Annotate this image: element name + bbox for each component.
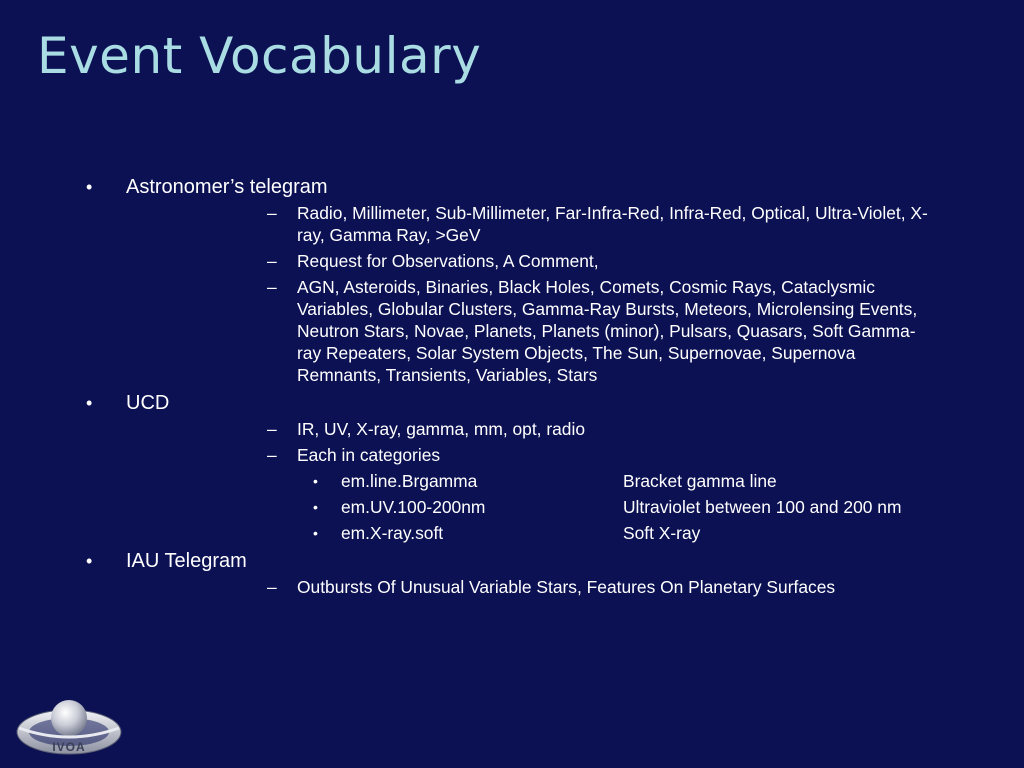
section-astronomers-telegram — [0, 174, 1024, 386]
sub-item — [126, 418, 1024, 440]
bullet-list — [0, 174, 1024, 598]
sub-item — [126, 250, 1024, 272]
dash-icon: – — [267, 577, 277, 597]
sub-item-text: IR, UV, X-ray, gamma, mm, opt, radio — [297, 419, 585, 439]
sub-item — [126, 202, 1024, 246]
dash-icon: – — [267, 419, 277, 439]
section-label: IAU Telegram — [126, 550, 247, 572]
category-term: em.X-ray.soft — [341, 523, 444, 543]
sub-item-text: AGN, Asteroids, Binaries, Black Holes, Comets, Cosmic Rays, Cataclysmic Variables, Globular Clusters, Gamma-Ray Bursts, Meteors, Microlensing Events, Neutron Stars, Novae, Planets, Planets (minor), Pulsars, Quasars, Soft Gamma-ray Repeaters, Solar System Objects, The Sun, Supernovae, Supernova Remnants, Transients, Variables, Stars — [297, 277, 918, 385]
category-item — [126, 522, 1024, 544]
category-description: Soft X-ray — [623, 523, 701, 543]
section-label: Astronomer’s telegram — [126, 176, 328, 198]
sub-item — [126, 276, 1024, 386]
category-list — [126, 470, 1024, 544]
category-description: Bracket gamma line — [623, 471, 777, 491]
dash-icon: – — [267, 277, 277, 297]
sub-item-text: Radio, Millimeter, Sub-Millimeter, Far-Infra-Red, Infra-Red, Optical, Ultra-Violet, X-ray, Gamma Ray, >GeV — [297, 203, 928, 245]
sub-item-text: Request for Observations, A Comment, — [297, 251, 599, 271]
bullet-icon: • — [86, 177, 93, 197]
sub-item-text: Outbursts Of Unusual Variable Stars, Features On Planetary Surfaces — [297, 577, 836, 597]
category-item — [126, 470, 1024, 492]
dash-icon: – — [267, 203, 277, 223]
category-item — [126, 496, 1024, 518]
sub-list — [126, 576, 1024, 598]
category-term: em.line.Brgamma — [341, 471, 478, 491]
sub-item — [126, 576, 1024, 598]
slide-title: Event Vocabulary — [37, 27, 482, 85]
category-term: em.UV.100-200nm — [341, 497, 486, 517]
sub-list — [126, 202, 1024, 386]
bullet-icon: • — [86, 393, 93, 413]
logo-text: IVOA — [52, 740, 86, 754]
ivoa-logo-icon — [14, 694, 124, 760]
dash-icon: – — [267, 445, 277, 465]
section-label: UCD — [126, 392, 170, 414]
dash-icon: – — [267, 251, 277, 271]
category-description: Ultraviolet between 100 and 200 nm — [623, 497, 902, 517]
bullet-icon: • — [313, 473, 318, 489]
slide-content — [0, 174, 1024, 602]
bullet-icon: • — [86, 551, 93, 571]
section-ucd — [0, 390, 1024, 544]
section-iau-telegram — [0, 548, 1024, 598]
bullet-icon: • — [313, 525, 318, 541]
sub-item-text: Each in categories — [297, 445, 441, 465]
bullet-icon: • — [313, 499, 318, 515]
sub-item — [126, 444, 1024, 466]
sub-list — [126, 418, 1024, 466]
